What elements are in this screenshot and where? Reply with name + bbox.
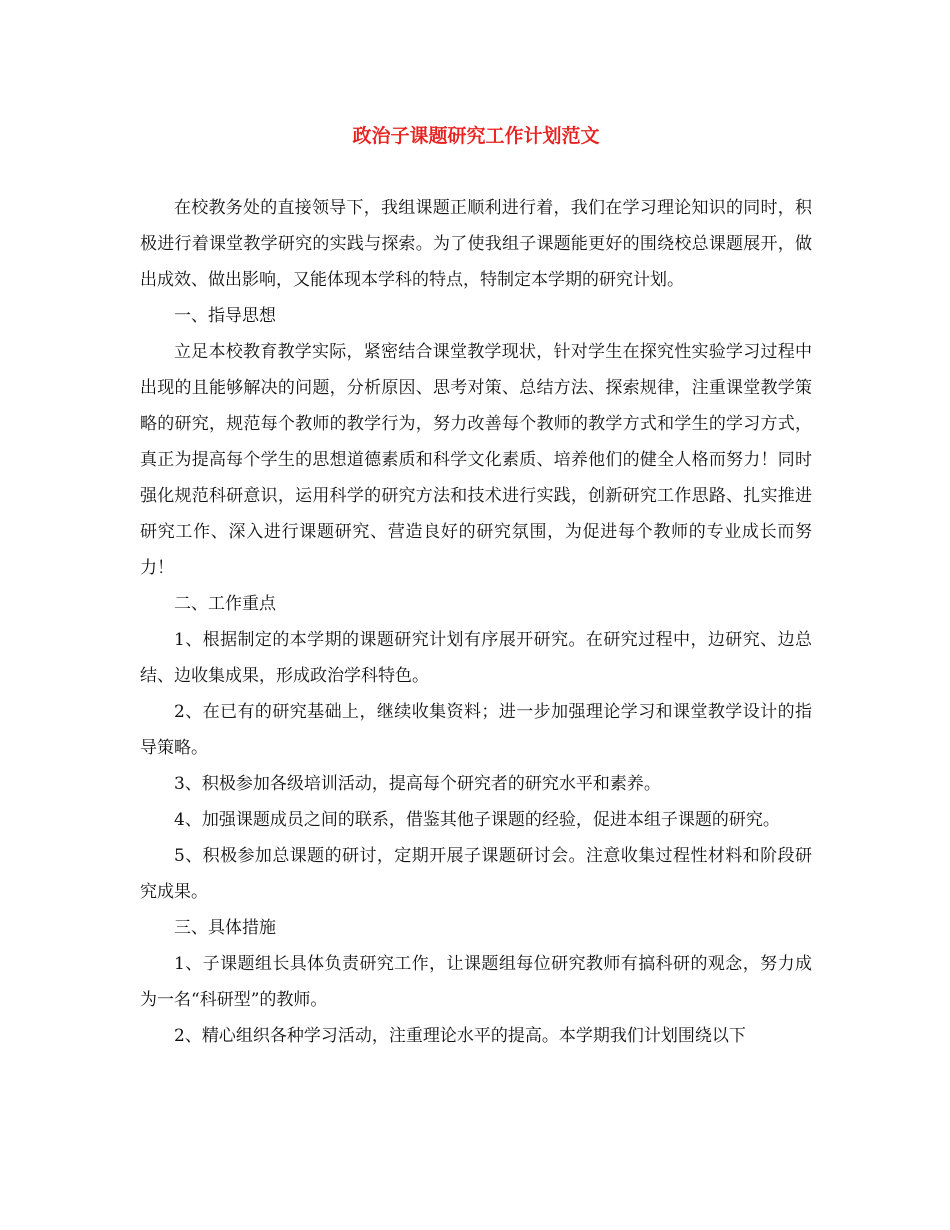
- work-focus-item-4: 4、加强课题成员之间的联系，借鉴其他子课题的经验，促进本组子课题的研究。: [174, 810, 780, 830]
- document-title: 政治子课题研究工作计划范文: [352, 125, 600, 147]
- guiding-thought-paragraph: 立足本校教育教学实际，紧密结合课堂教学现状，针对学生在探究性实验学习过程中出现的且能够解决的问题，分析原因、思考对策、总结方法、探索规律，注重课堂教学策略的研究，规范每个教师的教学行为，努力改善每个教师的教学方式和学生的学习方式，真正为提高每个学生的思想道德素质和科学文化素质、培养他们的健全人格而努力！同时强化规范科研意识，运用科学的研究方法和技术进行实践，创新研究工作思路、扎实推进研究工作、深入进行课题研究、营造良好的研究氛围，为促进每个教师的专业成长而努力！: [140, 342, 812, 578]
- work-focus-item-1: 1、根据制定的本学期的课题研究计划有序展开研究。在研究过程中，边研究、边总结、边收集成果，形成政治学科特色。: [140, 630, 812, 686]
- work-focus-item-3: 3、积极参加各级培训活动，提高每个研究者的研究水平和素养。: [174, 774, 661, 794]
- section-heading-work-focus: 二、工作重点: [174, 594, 276, 614]
- measures-item-1: 1、子课题组长具体负责研究工作，让课题组每位研究教师有搞科研的观念，努力成为一名“科研型”的教师。: [140, 954, 812, 1010]
- work-focus-item-5: 5、积极参加总课题的研讨，定期开展子课题研讨会。注意收集过程性材料和阶段研究成果。: [140, 846, 812, 902]
- document-body: [140, 190, 812, 1054]
- intro-paragraph: 在校教务处的直接领导下，我组课题正顺利进行着，我们在学习理论知识的同时，积极进行着课堂教学研究的实践与探索。为了使我组子课题能更好的围绕校总课题展开，做出成效、做出影响，又能体现本学科的特点，特制定本学期的研究计划。: [140, 198, 812, 290]
- section-heading-measures: 三、具体措施: [174, 918, 276, 938]
- measures-item-2: 2、精心组织各种学习活动，注重理论水平的提高。本学期我们计划围绕以下: [174, 1026, 746, 1046]
- work-focus-item-2: 2、在已有的研究基础上，继续收集资料；进一步加强理论学习和课堂教学设计的指导策略。: [140, 702, 812, 758]
- section-heading-guiding-thought: 一、指导思想: [174, 306, 276, 326]
